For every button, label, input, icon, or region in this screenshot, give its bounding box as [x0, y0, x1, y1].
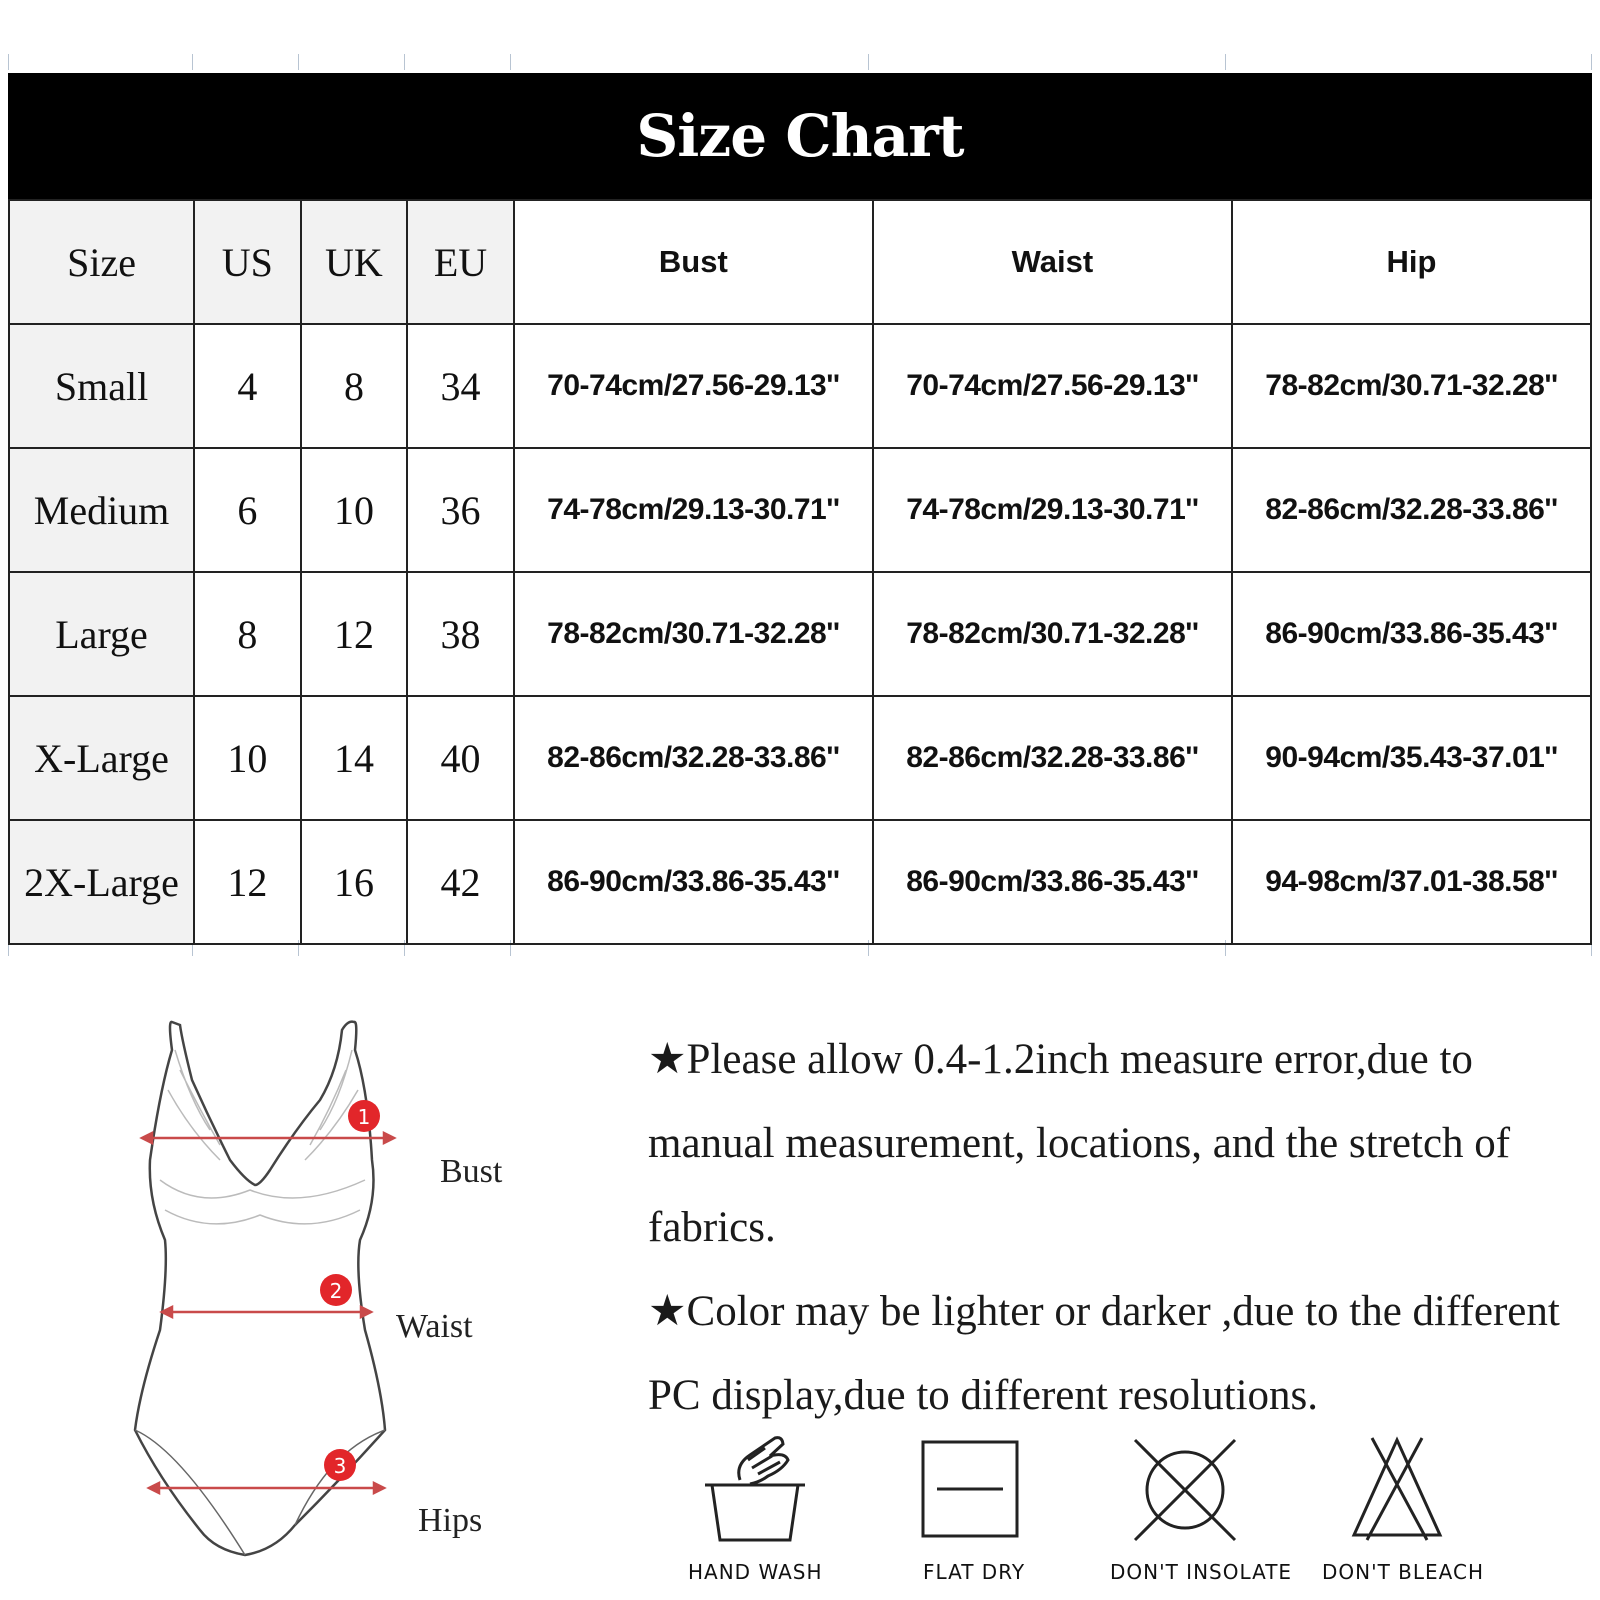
size-table	[8, 199, 1592, 945]
table-row	[9, 572, 1591, 696]
header-size: Size	[9, 200, 194, 324]
hand-wash-icon	[655, 1430, 855, 1550]
top-ticks	[0, 54, 1600, 74]
size-cell: Large	[9, 572, 194, 696]
hand-wash-label: HAND WASH	[688, 1560, 823, 1584]
uk-cell: 14	[301, 696, 408, 820]
chart-title: Size Chart	[8, 73, 1592, 199]
uk-cell: 10	[301, 448, 408, 572]
us-cell: 4	[194, 324, 301, 448]
hips-label: Hips	[418, 1502, 483, 1539]
uk-cell: 12	[301, 572, 408, 696]
waist-cell: 78-82cm/30.71-32.28''	[873, 572, 1232, 696]
header-waist: Waist	[873, 200, 1232, 324]
eu-cell: 36	[407, 448, 514, 572]
waist-cell: 86-90cm/33.86-35.43''	[873, 820, 1232, 944]
size-cell: Small	[9, 324, 194, 448]
waist-cell: 74-78cm/29.13-30.71''	[873, 448, 1232, 572]
dont-insolate-label: DON'T INSOLATE	[1110, 1560, 1293, 1584]
uk-cell: 8	[301, 324, 408, 448]
us-cell: 8	[194, 572, 301, 696]
bust-cell: 74-78cm/29.13-30.71''	[514, 448, 873, 572]
bust-cell: 82-86cm/32.28-33.86''	[514, 696, 873, 820]
bodysuit-illustration	[120, 1010, 420, 1600]
header-bust: Bust	[514, 200, 873, 324]
waist-cell: 82-86cm/32.28-33.86''	[873, 696, 1232, 820]
hip-cell: 78-82cm/30.71-32.28''	[1232, 324, 1591, 448]
dont-insolate-icon	[1085, 1430, 1285, 1550]
header-us: US	[194, 200, 301, 324]
table-row	[9, 448, 1591, 572]
header-eu: EU	[407, 200, 514, 324]
us-cell: 10	[194, 696, 301, 820]
header-uk: UK	[301, 200, 408, 324]
flat-dry-label: FLAT DRY	[923, 1560, 1026, 1584]
marker-2	[320, 1274, 352, 1306]
eu-cell: 38	[407, 572, 514, 696]
header-hip: Hip	[1232, 200, 1591, 324]
eu-cell: 34	[407, 324, 514, 448]
marker-3-number: 3	[333, 1454, 347, 1478]
eu-cell: 40	[407, 696, 514, 820]
bust-cell: 70-74cm/27.56-29.13''	[514, 324, 873, 448]
size-cell: Medium	[9, 448, 194, 572]
hip-cell: 90-94cm/35.43-37.01''	[1232, 696, 1591, 820]
header-row	[9, 200, 1591, 324]
marker-1-number: 1	[357, 1105, 371, 1129]
dont-bleach-icon	[1297, 1430, 1497, 1550]
notes	[648, 1018, 1588, 1438]
hip-cell: 82-86cm/32.28-33.86''	[1232, 448, 1591, 572]
us-cell: 6	[194, 448, 301, 572]
bust-cell: 78-82cm/30.71-32.28''	[514, 572, 873, 696]
note-color: ★Color may be lighter or darker ,due to the different PC display,due to different resolutions.	[648, 1288, 1560, 1419]
flat-dry-icon	[870, 1430, 1070, 1550]
table-row	[9, 820, 1591, 944]
bust-cell: 86-90cm/33.86-35.43''	[514, 820, 873, 944]
size-cell: 2X-Large	[9, 820, 194, 944]
marker-1	[348, 1100, 380, 1132]
eu-cell: 42	[407, 820, 514, 944]
size-chart	[8, 73, 1592, 945]
marker-3	[324, 1449, 356, 1481]
waist-cell: 70-74cm/27.56-29.13''	[873, 324, 1232, 448]
hip-cell: 86-90cm/33.86-35.43''	[1232, 572, 1591, 696]
size-cell: X-Large	[9, 696, 194, 820]
hip-cell: 94-98cm/37.01-38.58''	[1232, 820, 1591, 944]
table-row	[9, 696, 1591, 820]
bust-label: Bust	[440, 1153, 503, 1190]
waist-label: Waist	[396, 1308, 473, 1345]
table-row	[9, 324, 1591, 448]
us-cell: 12	[194, 820, 301, 944]
uk-cell: 16	[301, 820, 408, 944]
dont-bleach-label: DON'T BLEACH	[1322, 1560, 1485, 1584]
marker-2-number: 2	[329, 1279, 343, 1303]
note-measure-error: ★Please allow 0.4-1.2inch measure error,due to manual measurement, locations, and the stretch of fabrics.	[648, 1036, 1511, 1251]
